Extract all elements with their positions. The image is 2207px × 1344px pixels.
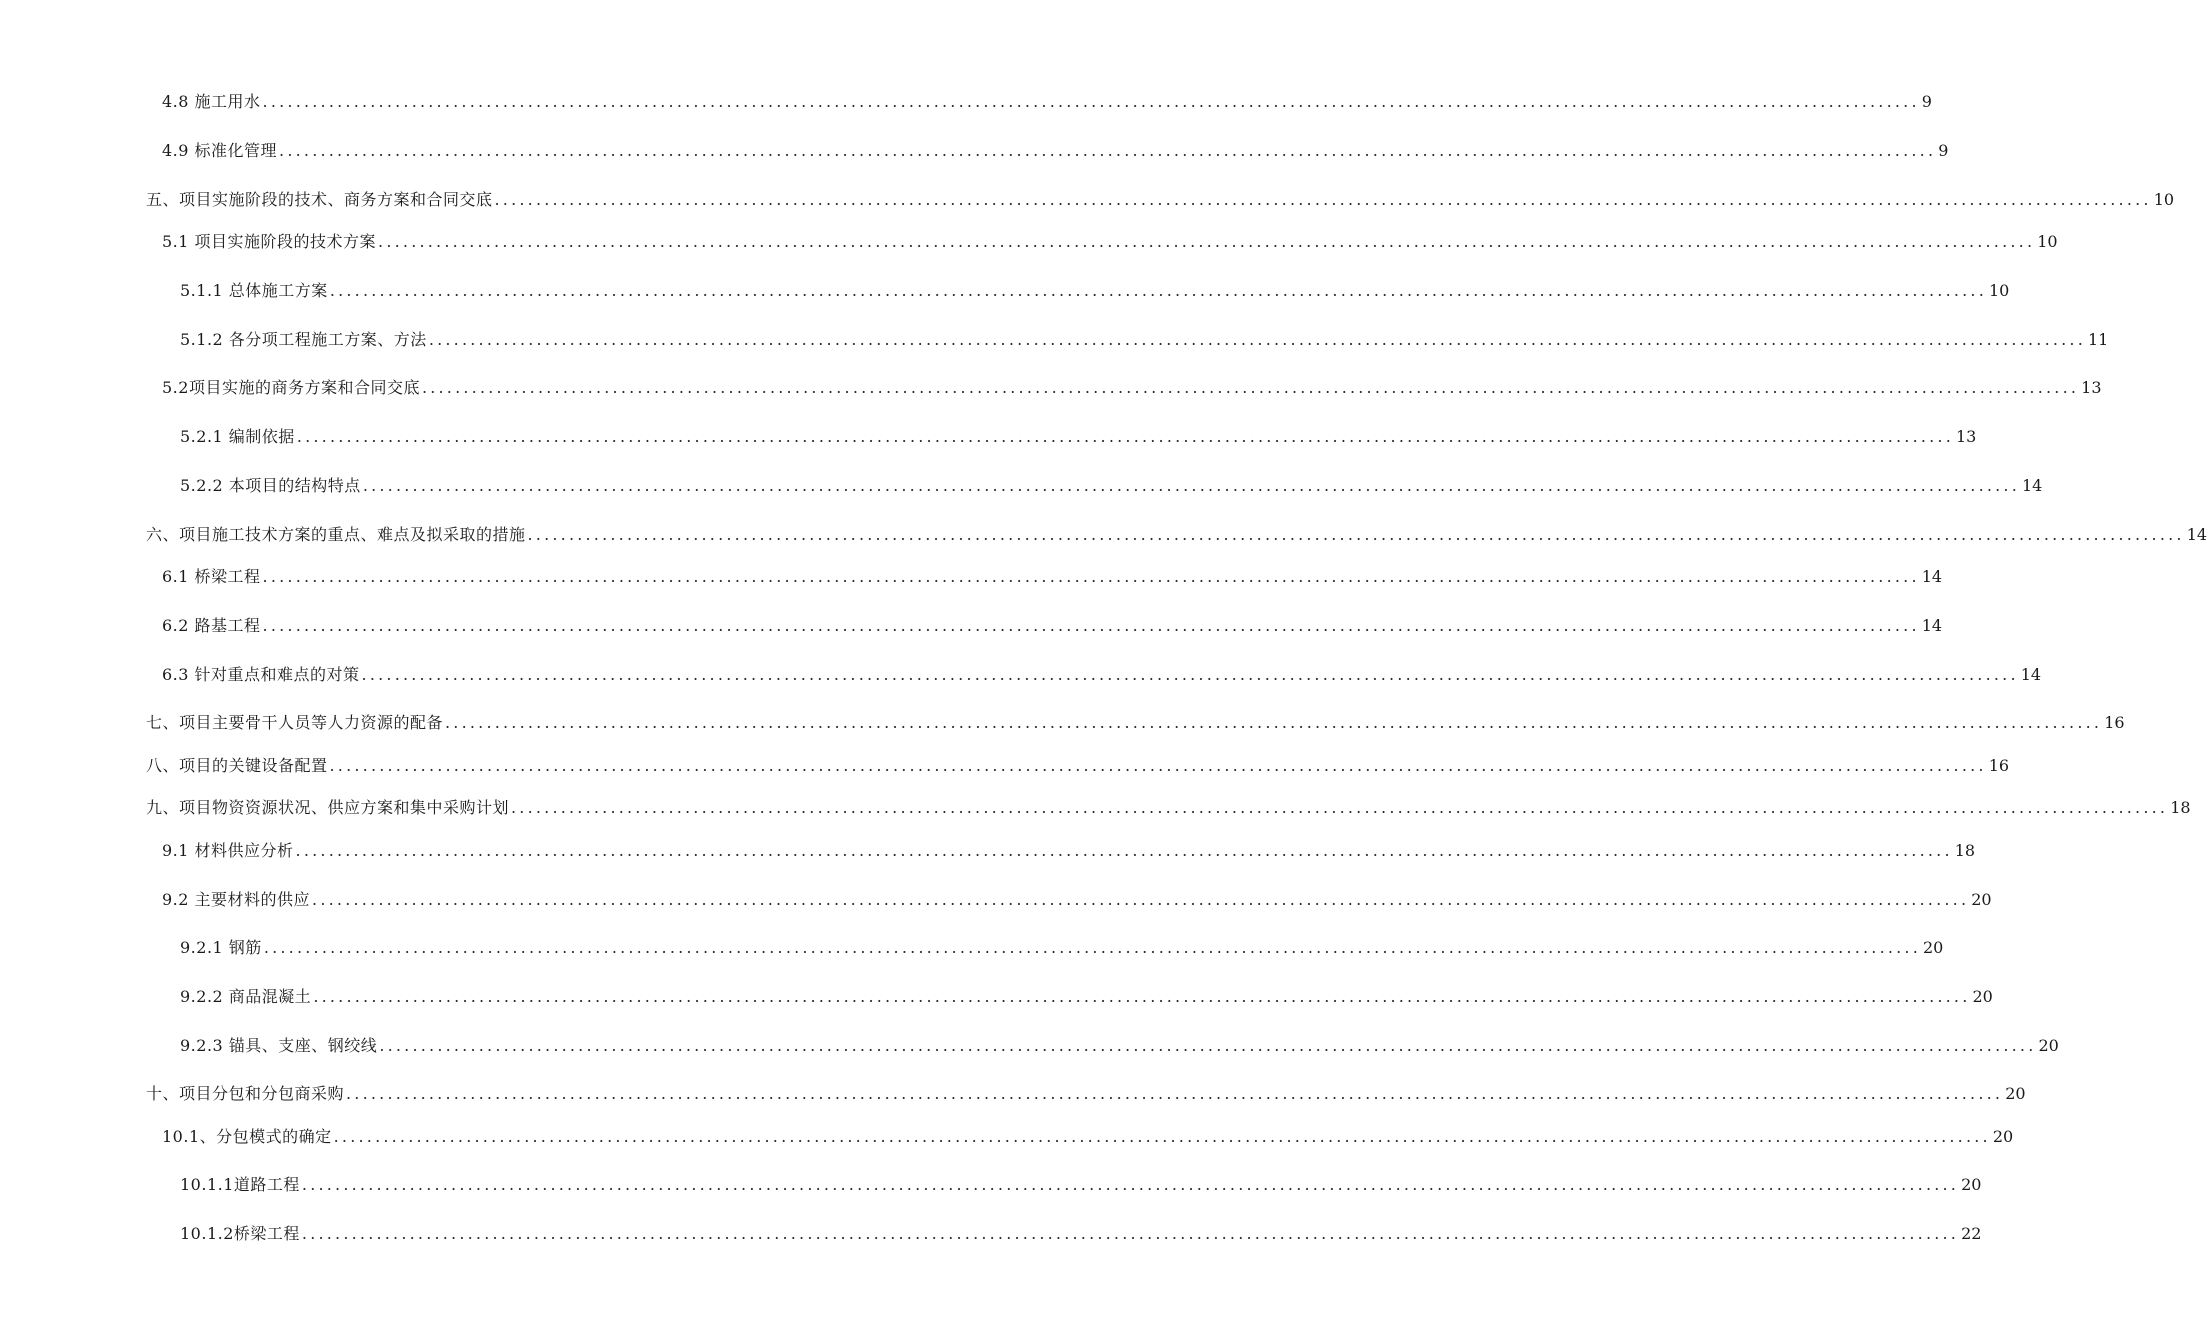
toc-entry-title: 4.9 标准化管理 (162, 141, 278, 160)
toc-page-number: 20 (1961, 1175, 1982, 1194)
toc-entry-title: 七、项目主要骨干人员等人力资源的配备 (146, 713, 444, 732)
toc-page-number: 20 (2038, 1036, 2059, 1055)
toc-entry-title: 八、项目的关键设备配置 (146, 756, 328, 775)
dot-leader: ........................................................................................................................................................................................................ (262, 567, 1920, 586)
toc-page-number: 20 (1923, 938, 1944, 957)
toc-entry[interactable] (180, 1220, 1982, 1244)
toc-entry[interactable] (162, 837, 1976, 861)
toc-page-number: 13 (1956, 427, 1977, 446)
toc-entry[interactable] (180, 1032, 2059, 1056)
dot-leader: ........................................................................................................................................................................................................ (262, 616, 1920, 635)
toc-entry-title: 5.2.1 编制依据 (180, 427, 295, 446)
toc-page-number: 14 (2186, 525, 2207, 544)
toc-page-number: 22 (1961, 1224, 1982, 1243)
toc-entry[interactable] (180, 277, 2010, 301)
toc-page-number: 18 (2170, 798, 2191, 817)
toc-entry[interactable] (146, 186, 2175, 210)
dot-leader: ........................................................................................................................................................................................................ (361, 665, 2019, 684)
toc-entry-title: 十、项目分包和分包商采购 (146, 1084, 345, 1103)
toc-entry[interactable] (180, 326, 2109, 350)
toc-page-number: 13 (2081, 378, 2102, 397)
toc-page-number: 9 (1921, 92, 1932, 111)
toc-entry-title: 五、项目实施阶段的技术、商务方案和合同交底 (146, 190, 493, 209)
toc-page-number: 14 (1921, 616, 1943, 635)
toc-page-number: 10 (2153, 190, 2175, 209)
toc-entry[interactable] (180, 983, 1993, 1007)
toc-page-number: 10 (1989, 281, 2010, 300)
toc-entry[interactable] (180, 423, 1977, 447)
dot-leader: ........................................................................................................................................................................................................ (301, 1175, 1960, 1194)
dot-leader: ........................................................................................................................................................................................................ (329, 756, 1987, 775)
toc-entry-title: 5.1 项目实施阶段的技术方案 (162, 232, 377, 251)
toc-entry[interactable] (146, 752, 2010, 776)
toc-page-number: 20 (1972, 987, 1993, 1006)
toc-page-number: 18 (1954, 841, 1976, 860)
dot-leader: ........................................................................................................................................................................................................ (295, 841, 1953, 860)
toc-entry[interactable] (146, 709, 2125, 733)
toc-entry-title: 6.3 针对重点和难点的对策 (162, 665, 360, 684)
toc-page-number: 14 (1921, 567, 1943, 586)
toc-entry[interactable] (162, 374, 2102, 398)
toc-entry[interactable] (162, 228, 2058, 252)
toc-entry-title: 9.2.1 钢筋 (180, 938, 262, 957)
toc-entry-title: 9.2.3 锚具、支座、钢绞线 (180, 1036, 378, 1055)
dot-leader: ........................................................................................................................................................................................................ (296, 427, 1954, 446)
toc-entry-title: 6.2 路基工程 (162, 616, 261, 635)
toc-entry-title: 5.1.1 总体施工方案 (180, 281, 328, 300)
toc-entry-title: 九、项目物资资源状况、供应方案和集中采购计划 (146, 798, 510, 817)
dot-leader: ........................................................................................................................................................................................................ (527, 525, 2185, 544)
dot-leader: ........................................................................................................................................................................................................ (279, 141, 1937, 160)
dot-leader: ........................................................................................................................................................................................................ (494, 190, 2152, 209)
toc-entry-title: 9.1 材料供应分析 (162, 841, 294, 860)
dot-leader: ........................................................................................................................................................................................................ (346, 1084, 2004, 1103)
dot-leader: ........................................................................................................................................................................................................ (329, 281, 1987, 300)
dot-leader: ........................................................................................................................................................................................................ (378, 232, 2036, 251)
toc-page-number: 10 (2037, 232, 2058, 251)
toc-page-number: 14 (2022, 476, 2043, 495)
toc-page-number: 20 (1971, 890, 1992, 909)
toc-entry-title: 六、项目施工技术方案的重点、难点及拟采取的措施 (146, 525, 526, 544)
toc-page-number: 9 (1938, 141, 1949, 160)
toc-page-number: 11 (2088, 330, 2109, 349)
dot-leader: ........................................................................................................................................................................................................ (362, 476, 2020, 495)
toc-entry[interactable] (146, 1080, 2026, 1104)
toc-entry[interactable] (162, 88, 1932, 112)
toc-page-number: 20 (1992, 1127, 2014, 1146)
dot-leader: ........................................................................................................................................................................................................ (445, 713, 2103, 732)
dot-leader: ........................................................................................................................................................................................................ (262, 92, 1920, 111)
toc-entry-title: 5.1.2 各分项工程施工方案、方法 (180, 330, 427, 349)
toc-entry-title: 9.2.2 商品混凝土 (180, 987, 312, 1006)
toc-entry-title: 4.8 施工用水 (162, 92, 261, 111)
dot-leader: ........................................................................................................................................................................................................ (312, 890, 1970, 909)
dot-leader: ........................................................................................................................................................................................................ (301, 1224, 1960, 1243)
toc-entry[interactable] (162, 563, 1943, 587)
toc-page-number: 20 (2005, 1084, 2026, 1103)
toc-entry-title: 6.1 桥梁工程 (162, 567, 261, 586)
toc-page-number: 16 (2104, 713, 2125, 732)
toc-entry-title: 5.2.2 本项目的结构特点 (180, 476, 361, 495)
toc-entry-title: 10.1、分包模式的确定 (162, 1127, 332, 1146)
toc-entry[interactable] (162, 886, 1992, 910)
toc-entry[interactable] (180, 934, 1944, 958)
toc-entry[interactable] (162, 1123, 2014, 1147)
toc-entry[interactable] (180, 1171, 1982, 1195)
toc-entry-title: 10.1.2桥梁工程 (180, 1224, 300, 1243)
toc-entry[interactable] (162, 137, 1949, 161)
dot-leader: ........................................................................................................................................................................................................ (379, 1036, 2037, 1055)
dot-leader: ........................................................................................................................................................................................................ (511, 798, 2169, 817)
toc-page-number: 14 (2020, 665, 2042, 684)
toc-entry-title: 10.1.1道路工程 (180, 1175, 300, 1194)
toc-entry[interactable] (162, 661, 2042, 685)
toc-entry[interactable] (162, 612, 1943, 636)
toc-entry[interactable] (146, 794, 2191, 818)
dot-leader: ........................................................................................................................................................................................................ (313, 987, 1971, 1006)
toc-entry-title: 5.2项目实施的商务方案和合同交底 (162, 378, 420, 397)
dot-leader: ........................................................................................................................................................................................................ (333, 1127, 1991, 1146)
toc-page-number: 16 (1988, 756, 2010, 775)
dot-leader: ........................................................................................................................................................................................................ (428, 330, 2086, 349)
dot-leader: ........................................................................................................................................................................................................ (421, 378, 2080, 397)
toc-entry[interactable] (180, 472, 2043, 496)
toc-entry-title: 9.2 主要材料的供应 (162, 890, 311, 909)
dot-leader: ........................................................................................................................................................................................................ (263, 938, 1921, 957)
toc-entry[interactable] (146, 521, 2207, 545)
